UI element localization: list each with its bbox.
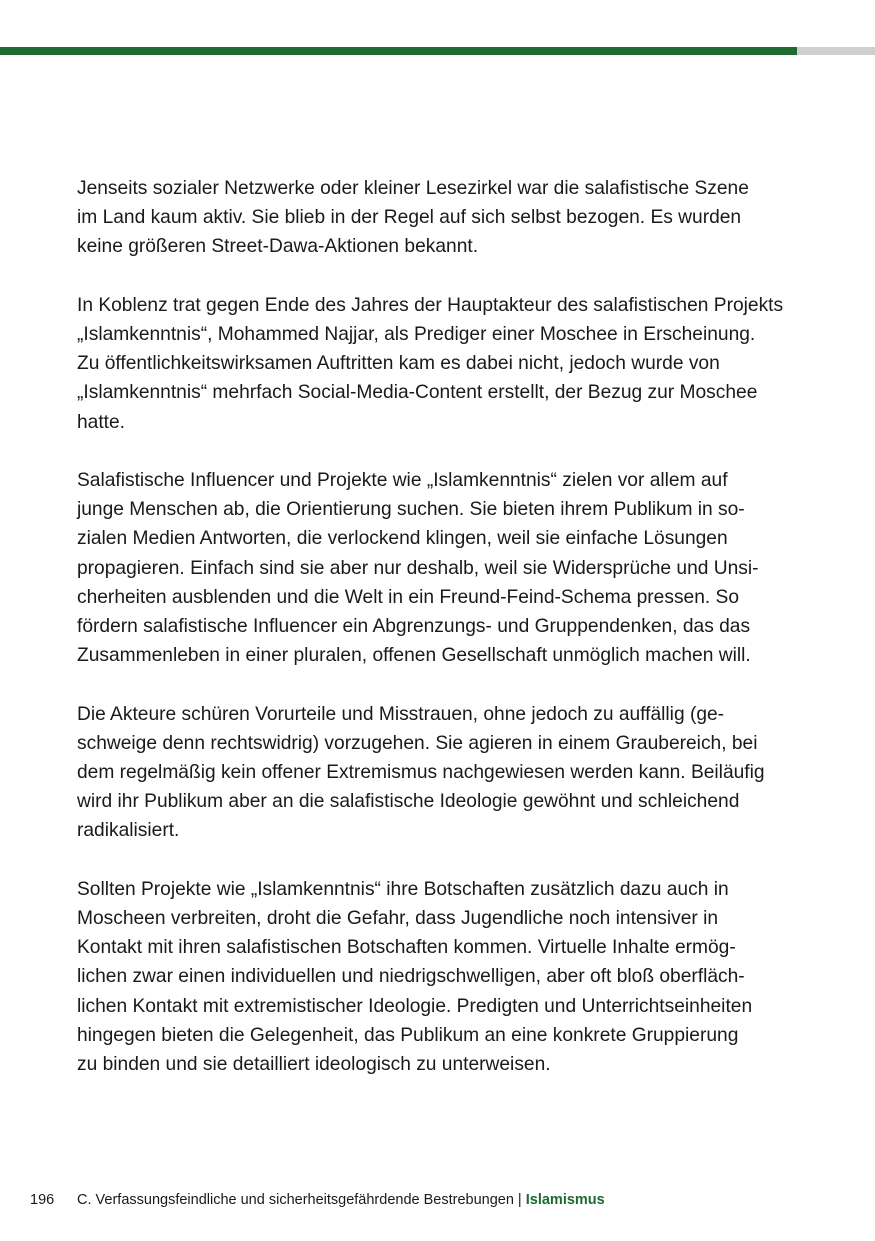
text-line: hingegen bieten die Gelegenheit, das Publikum an eine konkrete Gruppierung (77, 1024, 739, 1046)
text-line: „Islamkenntnis“, Mohammed Najjar, als Prediger einer Moschee in Erscheinung. (77, 324, 756, 345)
paragraph (77, 875, 799, 1079)
footer-chapter: C. Verfassungsfeindliche und sicherheitsgefährdende Bestrebungen (77, 1192, 514, 1208)
paragraph (77, 174, 799, 262)
header-accent-bar-gray (797, 47, 875, 55)
text-line: Zusammenleben in einer pluralen, offenen Gesellschaft unmöglich machen will. (77, 645, 751, 667)
text-line: cherheiten ausblenden und die Welt in ein Freund-Feind-Schema pressen. So (77, 586, 740, 608)
header-accent-bar (0, 47, 797, 55)
text-line: schweige denn rechtswidrig) vorzugehen. Sie agieren in einem Graubereich, bei (77, 732, 758, 754)
text-line: keine größeren Street-Dawa-Aktionen bekannt. (77, 236, 479, 258)
text-line: Moscheen verbreiten, droht die Gefahr, dass Jugendliche noch intensiver in (77, 908, 719, 930)
text-line: zialen Medien Antworten, die verlockend klingen, weil sie einfache Lösungen (77, 528, 728, 550)
text-line: Zu öffentlichkeitswirksamen Auftritten kam es dabei nicht, jedoch wurde von (77, 353, 720, 375)
text-line: Kontakt mit ihren salafistischen Botschaften kommen. Virtuelle Inhalte ermög- (77, 937, 736, 959)
paragraph (77, 700, 799, 846)
text-line: Salafistische Influencer und Projekte wie „Islamkenntnis“ zielen vor allem auf (77, 470, 728, 491)
paragraph (77, 466, 799, 670)
text-line: „Islamkenntnis“ mehrfach Social-Media-Content erstellt, der Bezug zur Moschee (77, 382, 758, 404)
text-line: lichen Kontakt mit extremistischer Ideologie. Predigten und Unterrichtseinheiten (77, 995, 753, 1017)
text-line: Sollten Projekte wie „Islamkenntnis“ ihre Botschaften zusätzlich dazu auch in (77, 878, 729, 900)
text-line: junge Menschen ab, die Orientierung suchen. Sie bieten ihrem Publikum in so- (77, 499, 745, 521)
page-footer (0, 1189, 875, 1211)
text-line: zu binden und sie detailliert ideologisch zu unterweisen. (77, 1054, 551, 1076)
text-line: radikalisiert. (77, 820, 180, 842)
text-line: fördern salafistische Influencer ein Abgrenzungs- und Gruppendenken, das das (77, 616, 751, 638)
text-line: In Koblenz trat gegen Ende des Jahres der Hauptakteur des salafistischen Projekts (77, 294, 784, 316)
text-line: lichen zwar einen individuellen und niedrigschwelligen, aber oft bloß oberfläch- (77, 966, 745, 988)
text-line: dem regelmäßig kein offener Extremismus nachgewiesen werden kann. Beiläufig (77, 762, 765, 784)
text-line: im Land kaum aktiv. Sie blieb in der Regel auf sich selbst bezogen. Es wurden (77, 207, 742, 229)
text-line: wird ihr Publikum aber an die salafistische Ideologie gewöhnt und schleichend (77, 791, 740, 813)
text-line: Die Akteure schüren Vorurteile und Misstrauen, ohne jedoch zu auffällig (ge- (77, 703, 725, 725)
page-number: 196 (30, 1192, 55, 1208)
running-footer (77, 1189, 605, 1211)
paragraph (77, 291, 799, 437)
text-line: propagieren. Einfach sind sie aber nur deshalb, weil sie Widersprüche und Unsi- (77, 557, 759, 579)
footer-section: Islamismus (525, 1192, 605, 1208)
text-line: hatte. (77, 411, 126, 433)
text-line: Jenseits sozialer Netzwerke oder kleiner Lesezirkel war die salafistische Szene (77, 178, 749, 199)
body-text (77, 174, 799, 1108)
footer-separator: | (513, 1192, 526, 1208)
